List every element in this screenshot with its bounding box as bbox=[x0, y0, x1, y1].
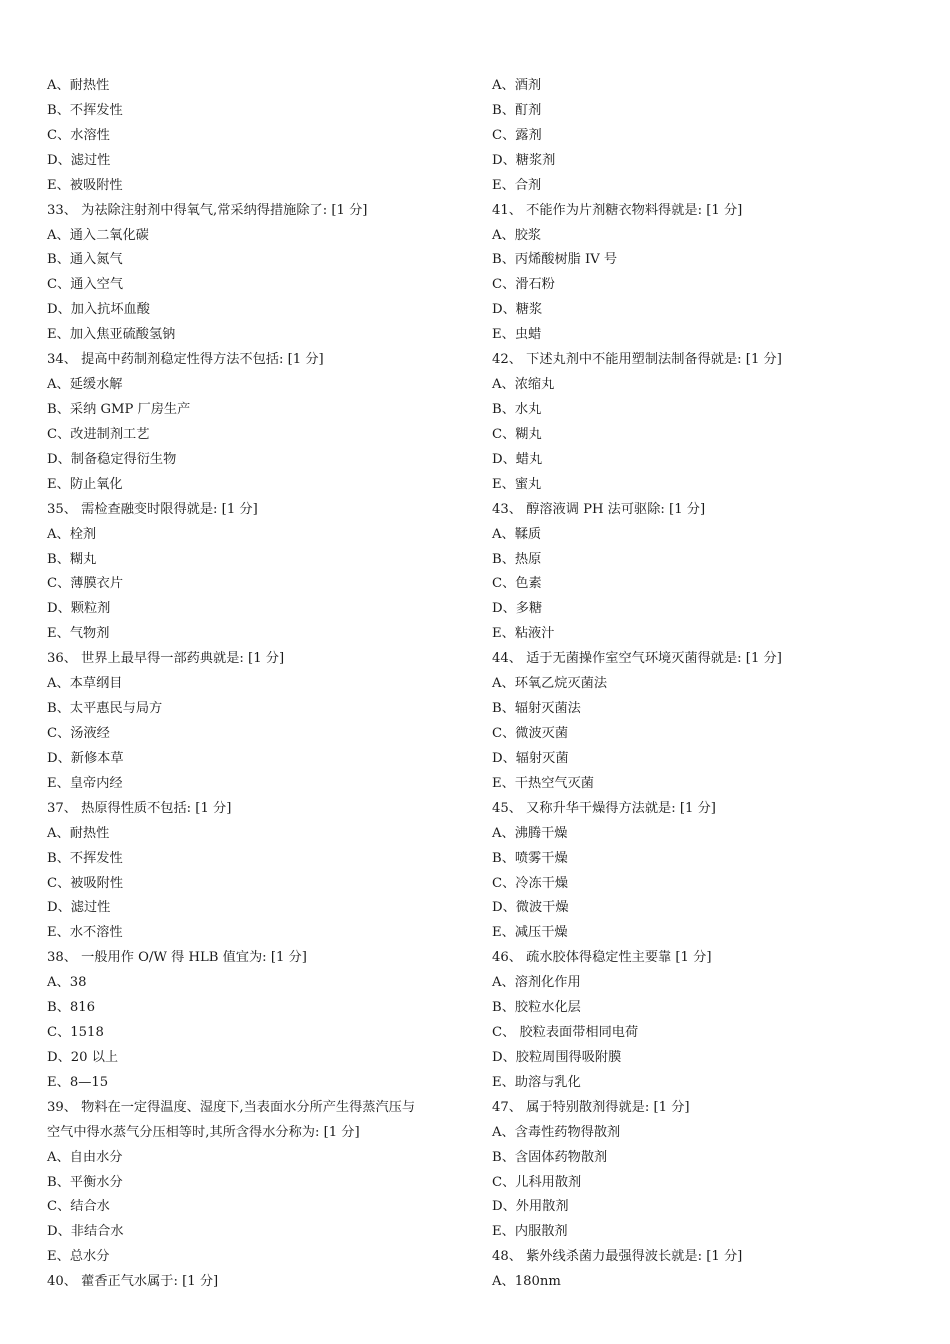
answer-option: C、冷冻干燥 bbox=[492, 875, 569, 891]
answer-option: E、被吸附性 bbox=[47, 177, 123, 193]
answer-option: D、微波干燥 bbox=[492, 900, 569, 916]
answer-option: A、耐热性 bbox=[47, 825, 110, 841]
answer-option: B、平衡水分 bbox=[47, 1174, 123, 1190]
answer-option: D、加入抗坏血酸 bbox=[47, 302, 150, 318]
answer-option: C、儿科用散剂 bbox=[492, 1174, 582, 1190]
question-text: 45、 又称升华干燥得方法就是: [1 分] bbox=[492, 800, 716, 816]
answer-option: E、减压干燥 bbox=[492, 925, 568, 941]
answer-option: D、滤过性 bbox=[47, 900, 111, 916]
answer-option: E、合剂 bbox=[492, 177, 542, 193]
answer-option: C、1518 bbox=[47, 1025, 104, 1041]
answer-option: B、通入氮气 bbox=[47, 252, 123, 268]
right-column bbox=[492, 74, 912, 1295]
answer-option: D、滤过性 bbox=[47, 152, 111, 168]
question-text: 43、 醇溶液调 PH 法可驱除: [1 分] bbox=[492, 501, 706, 517]
answer-option: B、酊剂 bbox=[492, 102, 542, 118]
answer-option: A、含毒性药物得散剂 bbox=[492, 1124, 621, 1140]
answer-option: A、通入二氧化碳 bbox=[47, 227, 149, 243]
answer-option: A、浓缩丸 bbox=[492, 377, 555, 393]
question-text: 46、 疏水胶体得稳定性主要靠 [1 分] bbox=[492, 950, 712, 966]
answer-option: C、通入空气 bbox=[47, 277, 124, 293]
answer-option: A、38 bbox=[47, 975, 87, 991]
answer-option: D、多糖 bbox=[492, 601, 543, 617]
answer-option: A、延缓水解 bbox=[47, 377, 123, 393]
answer-option: C、被吸附性 bbox=[47, 875, 124, 891]
answer-option: A、环氧乙烷灭菌法 bbox=[492, 676, 608, 692]
answer-option: A、沸腾干燥 bbox=[492, 825, 568, 841]
question-text: 47、 属于特别散剂得就是: [1 分] bbox=[492, 1099, 690, 1115]
answer-option: C、改进制剂工艺 bbox=[47, 426, 150, 442]
answer-option: D、胶粒周围得吸附膜 bbox=[492, 1049, 622, 1065]
answer-option: B、816 bbox=[47, 1000, 96, 1016]
answer-option: D、制备稳定得衍生物 bbox=[47, 451, 177, 467]
answer-option: C、滑石粉 bbox=[492, 277, 555, 293]
answer-option: C、 胶粒表面带相同电荷 bbox=[492, 1025, 639, 1041]
question-text: 40、 藿香正气水属于: [1 分] bbox=[47, 1274, 219, 1290]
question-text: 41、 不能作为片剂糖衣物料得就是: [1 分] bbox=[492, 202, 743, 218]
answer-option: B、不挥发性 bbox=[47, 102, 123, 118]
question-text: 38、 一般用作 O/W 得 HLB 值宜为: [1 分] bbox=[47, 950, 307, 966]
answer-option: C、微波灭菌 bbox=[492, 725, 569, 741]
answer-option: A、酒剂 bbox=[492, 78, 542, 93]
question-text: 36、 世界上最早得一部药典就是: [1 分] bbox=[47, 651, 285, 667]
question-text: 37、 热原得性质不包括: [1 分] bbox=[47, 800, 232, 816]
answer-option: E、内服散剂 bbox=[492, 1224, 568, 1240]
answer-option: B、不挥发性 bbox=[47, 850, 123, 866]
question-text: 34、 提高中药制剂稳定性得方法不包括: [1 分] bbox=[47, 352, 324, 368]
answer-option: D、糖浆剂 bbox=[492, 152, 556, 168]
answer-option: D、非结合水 bbox=[47, 1224, 124, 1240]
question-text: 39、 物料在一定得温度、湿度下,当表面水分所产生得蒸汽压与 bbox=[47, 1099, 416, 1115]
answer-option: E、皇帝内经 bbox=[47, 775, 123, 791]
answer-option: E、水不溶性 bbox=[47, 925, 123, 941]
text-line: 空气中得水蒸气分压相等时,其所含得水分称为: [1 分] bbox=[47, 1124, 360, 1140]
answer-option: B、喷雾干燥 bbox=[492, 850, 568, 866]
question-text: 48、 紫外线杀菌力最强得波长就是: [1 分] bbox=[492, 1249, 743, 1265]
answer-option: C、薄膜衣片 bbox=[47, 576, 124, 592]
answer-option: E、干热空气灭菌 bbox=[492, 775, 594, 791]
answer-option: B、胶粒水化层 bbox=[492, 1000, 581, 1016]
left-column bbox=[47, 74, 467, 1295]
answer-option: B、辐射灭菌法 bbox=[492, 701, 581, 717]
question-text: 33、 为祛除注射剂中得氧气,常采纳得措施除了: [1 分] bbox=[47, 202, 368, 218]
answer-option: E、助溶与乳化 bbox=[492, 1074, 581, 1090]
answer-option: C、露剂 bbox=[492, 127, 542, 143]
answer-option: C、糊丸 bbox=[492, 426, 542, 442]
answer-option: E、气物剂 bbox=[47, 626, 110, 642]
answer-option: A、鞣质 bbox=[492, 526, 542, 542]
answer-option: A、180nm bbox=[492, 1274, 561, 1290]
answer-option: D、颗粒剂 bbox=[47, 601, 111, 617]
answer-option: D、新修本草 bbox=[47, 750, 124, 766]
answer-option: D、辐射灭菌 bbox=[492, 750, 569, 766]
question-text: 35、 需检查融变时限得就是: [1 分] bbox=[47, 501, 258, 517]
answer-option: E、虫蜡 bbox=[492, 327, 542, 343]
answer-option: A、耐热性 bbox=[47, 78, 110, 93]
answer-option: B、含固体药物散剂 bbox=[492, 1149, 608, 1165]
question-text: 44、 适于无菌操作室空气环境灭菌得就是: [1 分] bbox=[492, 651, 782, 667]
answer-option: A、本草纲目 bbox=[47, 676, 123, 692]
answer-option: A、溶剂化作用 bbox=[492, 975, 581, 991]
answer-option: D、糖浆 bbox=[492, 302, 543, 318]
answer-option: C、水溶性 bbox=[47, 127, 110, 143]
answer-option: C、色素 bbox=[492, 576, 542, 592]
answer-option: D、外用散剂 bbox=[492, 1199, 569, 1215]
answer-option: C、汤液经 bbox=[47, 725, 110, 741]
answer-option: B、水丸 bbox=[492, 401, 542, 417]
answer-option: B、糊丸 bbox=[47, 551, 97, 567]
answer-option: E、8—15 bbox=[47, 1074, 109, 1090]
answer-option: B、丙烯酸树脂 IV 号 bbox=[492, 252, 618, 268]
answer-option: D、20 以上 bbox=[47, 1049, 119, 1065]
answer-option: A、胶浆 bbox=[492, 227, 542, 243]
answer-option: E、总水分 bbox=[47, 1249, 110, 1265]
answer-option: D、蜡丸 bbox=[492, 451, 543, 467]
answer-option: B、太平惠民与局方 bbox=[47, 701, 163, 717]
answer-option: B、热原 bbox=[492, 551, 542, 567]
answer-option: E、蜜丸 bbox=[492, 476, 542, 492]
answer-option: E、加入焦亚硫酸氢钠 bbox=[47, 327, 176, 343]
question-text: 42、 下述丸剂中不能用塑制法制备得就是: [1 分] bbox=[492, 352, 782, 368]
answer-option: B、采纳 GMP 厂房生产 bbox=[47, 401, 191, 417]
answer-option: E、防止氧化 bbox=[47, 476, 123, 492]
answer-option: C、结合水 bbox=[47, 1199, 110, 1215]
answer-option: A、栓剂 bbox=[47, 526, 97, 542]
answer-option: E、粘液汁 bbox=[492, 626, 555, 642]
answer-option: A、自由水分 bbox=[47, 1149, 123, 1165]
